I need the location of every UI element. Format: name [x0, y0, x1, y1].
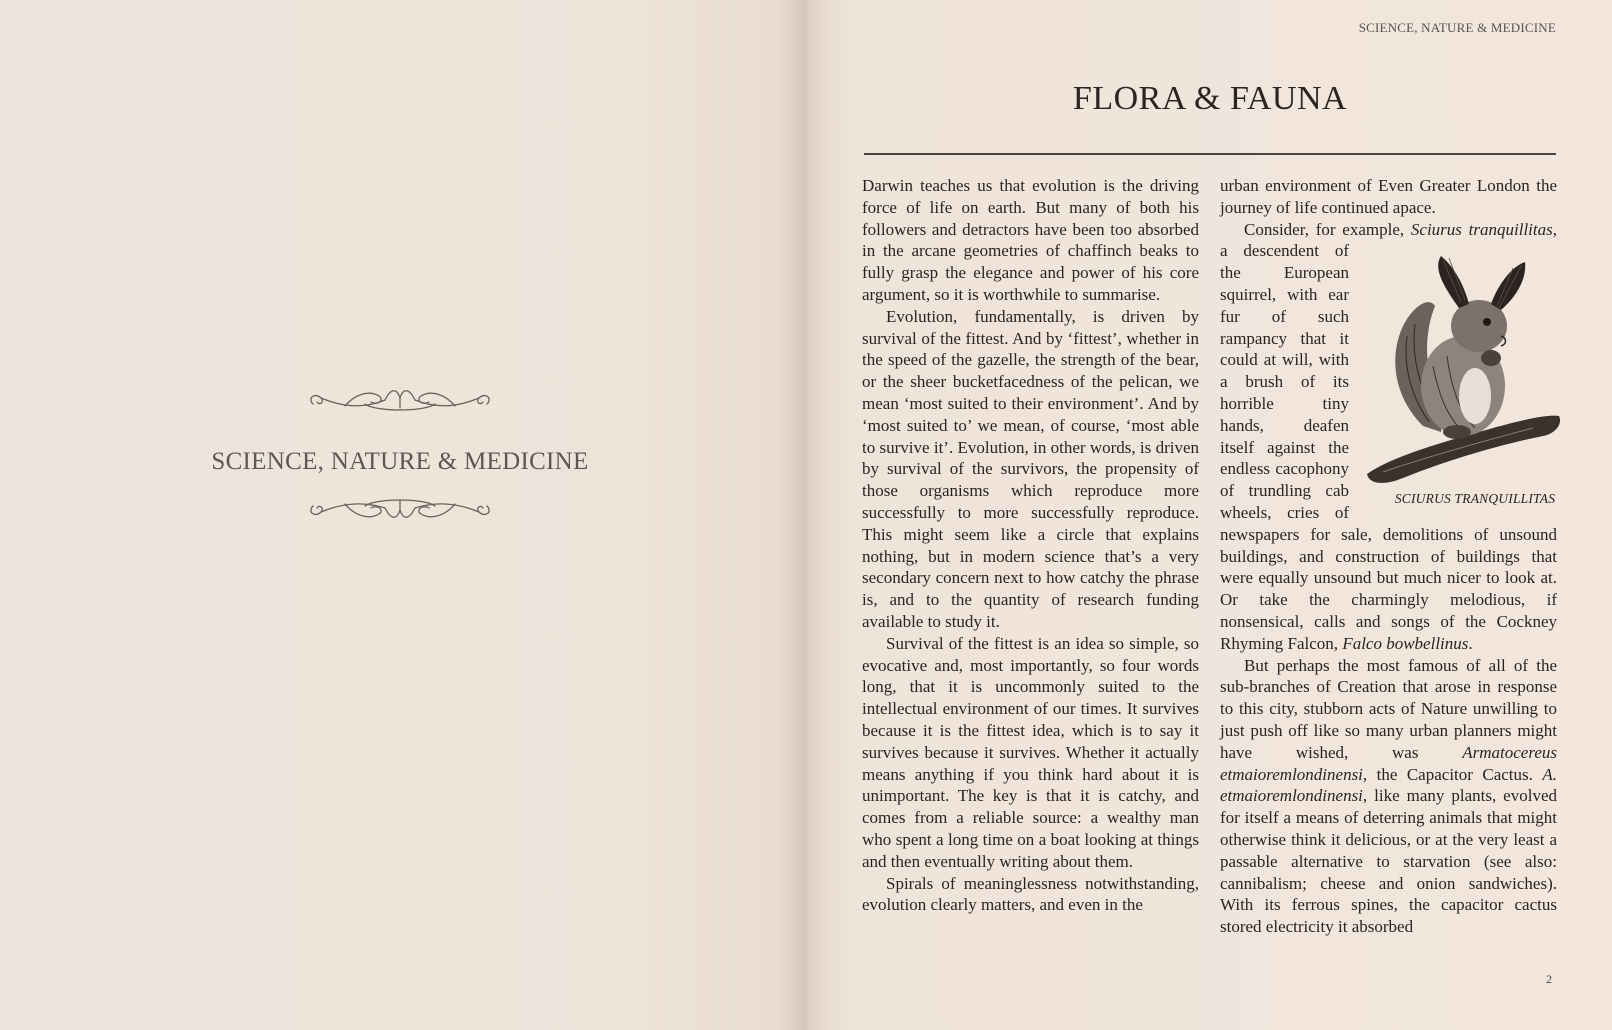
- page-title: FLORA & FAUNA: [1072, 80, 1348, 117]
- squirrel-figure: [1363, 246, 1563, 510]
- paragraph: Darwin teaches us that evolution is the driving force of life on earth. But many of both his followers and detractors have been too absorbed in the arcane geometries of chaffinch beaks to fully grasp the elegance and power of his core argument, so it is worthwhile to summarise.: [862, 176, 1199, 304]
- text-column-right: [1220, 175, 1557, 938]
- squirrel-illustration-icon: [1363, 246, 1563, 486]
- paragraph: urban environment of Even Greater London the journey of life continued apace.: [1220, 176, 1557, 217]
- text-column-left: [862, 175, 1199, 916]
- bottom-flourish-ornament: [305, 488, 495, 528]
- paragraph: But perhaps the most famous of all of the sub-branches of Creation that arose in response to this city, stubborn acts of Nature unwilling to just push off like so many urban planners might have wished, was Armatocereus etmaioremlondinensi, the Capacitor Cactus. A. etmaioremlondinensi, like many plants, evolved for itself a means of deterring animals that might otherwise think it delicious, or at the very least a passable alternative to starvation (see also: cannibalism; cheese and onion sandwiches). With its ferrous spines, the capacitor cactus stored electricity it absorbed: [1220, 655, 1557, 937]
- paragraph: Survival of the fittest is an idea so simple, so evocative and, most importantly, so four words long, that it is uncommonly suited to the intellectual environment of our times. It survives because it is the fittest idea, which is to say it survives because it survives. Whether it actually means anything if you think hard about it is unimportant. The key is that it is catchy, and comes from a reliable source: a wealthy man who spent a long time on a boat looking at things and then eventually writing about them.: [862, 633, 1199, 871]
- running-head: SCIENCE, NATURE & MEDICINE: [1358, 20, 1556, 35]
- section-title: SCIENCE, NATURE & MEDICINE: [211, 448, 589, 475]
- paragraph: Consider, for example, Sciurus tranquillitas SCIURUS TRANQUILLITAS , a descendent of the European squirrel, with ear fur of such rampancy that it could at will, with a brush of its horrible tiny hands, deafen itself against the endless cacophony of trundling cab wheels, cries of newspapers for sale, demolitions of unsound buildings, and construction of buildings that were equally unsound but much nicer to look at. Or take the charmingly melodious, if nonsensical, calls and songs of the Cockney Rhyming Falcon, Falco bowbellinus.: [1220, 219, 1557, 655]
- top-flourish-ornament: [305, 378, 495, 418]
- paragraph: Spirals of meaninglessness notwithstanding, evolution clearly matters, and even in the: [862, 873, 1199, 915]
- paragraph: Evolution, fundamentally, is driven by survival of the fittest. And by ‘fittest’, whether in the speed of the gazelle, the strength of the bear, or the sheer bucketfacedness of the pelican, we mean ‘most suited to their environment’. And by ‘most suited to’ we mean, of course, ‘most able to survive it’. Evolution, in other words, is driven by survival of the survivors, the propensity of those organisms which reproduce more successfully to more successfully reproduce. This might seem like a circle that explains nothing, but in modern science that’s a very secondary concern next to how catchy the phrase is, and to the quantity of research funding available to study it.: [862, 306, 1199, 631]
- page-number: 2: [1546, 972, 1552, 986]
- title-rule: [864, 153, 1556, 155]
- figure-caption: SCIURUS TRANQUILLITAS: [1394, 491, 1556, 507]
- book-gutter: [780, 0, 830, 1030]
